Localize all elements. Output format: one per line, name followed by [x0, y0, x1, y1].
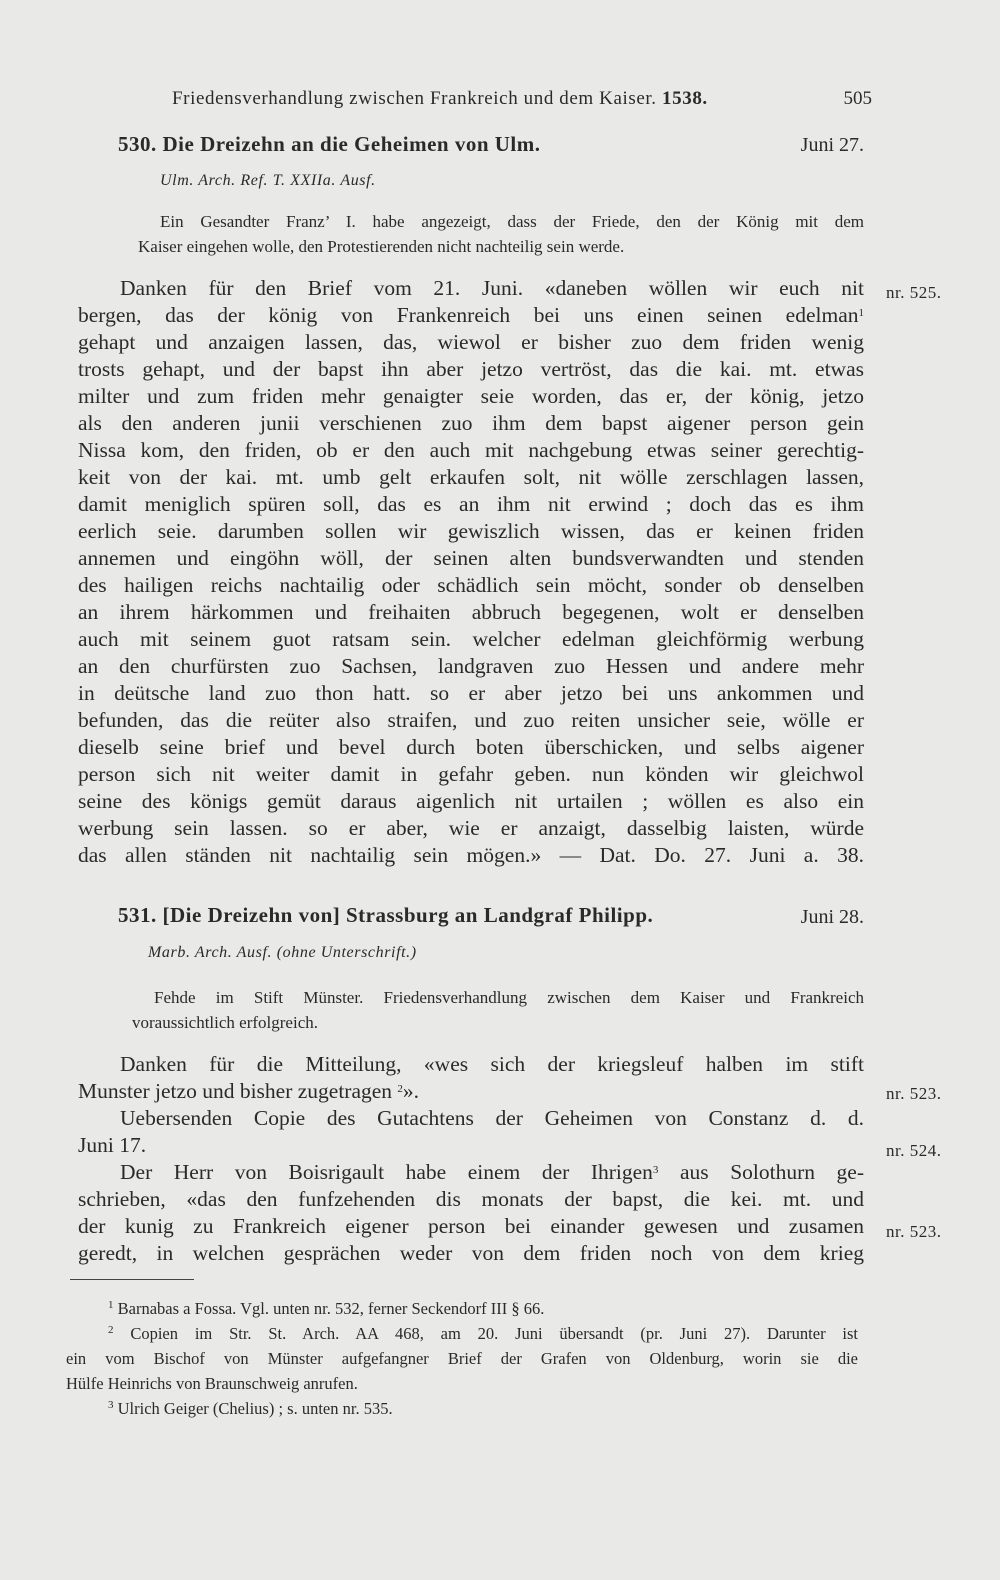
doc-530-title: 530. Die Dreizehn an die Geheimen von Ulm. — [118, 132, 541, 156]
body-line: befunden, das die reüter also straifen, und zuo reiten unsicher seie, wölle er — [78, 708, 864, 732]
body-line-tail: aus Solothurn ge- — [679, 1160, 865, 1184]
doc-530-body — [78, 275, 864, 869]
doc-530-date: Juni 27. — [800, 134, 864, 156]
footnote-line: ein vom Bischof von Münster aufgefangner Brief der Grafen von Oldenburg, worin sie die — [66, 1349, 858, 1368]
body-line: an ihrem härkommen und freihaiten abbruch begegenen, wolt er denselben — [78, 600, 864, 624]
footnote-text: Copien im Str. St. Arch. AA 468, am 20. Juni übersandt (pr. Juni 27). Darunter ist — [130, 1324, 858, 1343]
footnote-ref: 3 — [652, 1164, 659, 1176]
body-line: Danken für den Brief vom 21. Juni. «daneben wöllen wir euch nit — [120, 276, 864, 300]
footnote-line: Hülfe Heinrichs von Braunschweig anrufen. — [66, 1374, 358, 1393]
body-line: des hailigen reichs nachtailig oder schädlich sein möcht, sonder ob denselben — [78, 573, 864, 597]
body-line-with-ref — [78, 302, 864, 329]
doc-531-summary — [132, 985, 864, 1035]
footnote-ref: 2 — [397, 1083, 403, 1095]
body-line: schrieben, «das den funfzehenden dis monats der bapst, die kei. mt. und — [78, 1187, 864, 1211]
summary-line: Fehde im Stift Münster. Friedensverhandlung zwischen dem Kaiser und Frankreich — [154, 988, 864, 1007]
doc-531-body — [78, 1051, 864, 1267]
body-line: annemen und eingöhn wöll, der seinen alten bundsverwandten und stenden — [78, 546, 864, 570]
body-line: gehapt und anzaigen lassen, das, wiewol er bisher zuo dem friden wenig — [78, 330, 864, 354]
doc-531-date: Juni 28. — [800, 906, 864, 928]
doc-531-title: 531. [Die Dreizehn von] Strassburg an Landgraf Philipp. — [118, 903, 654, 927]
summary-line: voraussichtlich erfolgreich. — [132, 1013, 318, 1032]
body-line: Juni 17. — [78, 1133, 147, 1157]
body-line: dieselb seine brief und bevel durch boten überschicken, und selbs aigener — [78, 735, 864, 759]
body-line-tail: ». — [402, 1079, 420, 1103]
page-number: 505 — [843, 88, 872, 109]
footnote-text: Ulrich Geiger (Chelius) ; s. unten nr. 535. — [117, 1399, 393, 1418]
body-line: eerlich seie. darumben sollen wir gewiszlich wissen, das er keinen friden — [78, 519, 864, 543]
body-line-text: bergen, das der könig von Frankenreich bei uns einen seinen edelman — [78, 303, 859, 327]
body-line: damit meniglich spüren soll, das es an ihm nit erwind ; doch das es ihm — [78, 492, 864, 516]
body-line: person sich nit weiter damit in gefahr geben. nun könden wir gleichwol — [78, 762, 864, 786]
running-year: 1538. — [662, 88, 708, 109]
body-line: Uebersenden Copie des Gutachtens der Geheimen von Constanz d. d. — [120, 1106, 864, 1130]
summary-line: Kaiser eingehen wolle, den Protestierenden nicht nachteilig sein werde. — [138, 237, 625, 256]
footnote-number: 2 — [108, 1324, 114, 1336]
body-line-text: Der Herr von Boisrigault habe einem der Ihrigen — [120, 1160, 653, 1184]
body-line: das allen ständen nit nachtailig sein mögen.» — Dat. Do. 27. Juni a. 38. — [78, 843, 864, 867]
body-line-text: Munster jetzo und bisher zugetragen — [78, 1079, 393, 1103]
body-line: Nissa kom, den friden, ob er den auch mit nachgebung etwas seiner gerechtig- — [78, 438, 864, 462]
footnote-number: 1 — [108, 1299, 114, 1311]
footnote-3 — [66, 1396, 858, 1421]
body-line: in deütsche land zuo thon hatt. so er aber jetzo bei uns ankommen und — [78, 681, 864, 705]
body-line: trosts gehapt, und der bapst ihn aber jetzo vertröst, das die kai. mt. etwas — [78, 357, 864, 381]
margin-note: nr. 524. — [886, 1141, 942, 1160]
doc-530-summary — [138, 209, 864, 259]
body-line: geredt, in welchen gesprächen weder von dem friden noch von dem krieg — [78, 1241, 864, 1265]
body-line: keit von der kai. mt. umb gelt erkaufen solt, nit wölle zerschlagen lassen, — [78, 465, 864, 489]
body-line: auch mit seinem guot ratsam sein. welcher edelman gleichförmig werbung — [78, 627, 864, 651]
footnotes — [66, 1296, 858, 1421]
margin-note: nr. 523. — [886, 1222, 942, 1241]
body-line: werbung sein lassen. so er aber, wie er anzaigt, dasselbig laisten, würde — [78, 816, 864, 840]
footnote-rule — [70, 1279, 194, 1280]
running-header — [172, 88, 708, 110]
body-line-with-ref — [78, 1159, 864, 1186]
body-line: seine des königs gemüt daraus aigenlich nit urtailen ; wöllen es also ein — [78, 789, 864, 813]
body-line: als den anderen junii verschienen zuo ihm dem bapst aigener person gein — [78, 411, 864, 435]
footnote-ref: 1 — [858, 307, 864, 319]
body-line: an den churfürsten zuo Sachsen, landgraven zuo Hessen und andere mehr — [78, 654, 864, 678]
footnote-text: Barnabas a Fossa. Vgl. unten nr. 532, ferner Seckendorf III § 66. — [117, 1299, 545, 1318]
doc-531-source: Marb. Arch. Ausf. (ohne Unterschrift.) — [148, 944, 417, 961]
body-line-with-ref — [78, 1078, 864, 1105]
body-line: der kunig zu Frankreich eigener person bei einander gewesen und zusamen — [78, 1214, 864, 1238]
margin-note: nr. 523. — [886, 1084, 942, 1103]
footnote-2 — [66, 1321, 858, 1346]
margin-note: nr. 525. — [886, 283, 942, 302]
running-title: Friedensverhandlung zwischen Frankreich und dem Kaiser. — [172, 88, 657, 109]
body-line: milter und zum friden mehr genaigter seie worden, das er, der könig, jetzo — [78, 384, 864, 408]
doc-530-source: Ulm. Arch. Ref. T. XXIIa. Ausf. — [160, 172, 376, 189]
footnote-1 — [66, 1296, 858, 1321]
body-line: Danken für die Mitteilung, «wes sich der kriegsleuf halben im stift — [120, 1052, 864, 1076]
footnote-number: 3 — [108, 1399, 114, 1411]
summary-line: Ein Gesandter Franz’ I. habe angezeigt, dass der Friede, den der König mit dem — [160, 212, 864, 231]
